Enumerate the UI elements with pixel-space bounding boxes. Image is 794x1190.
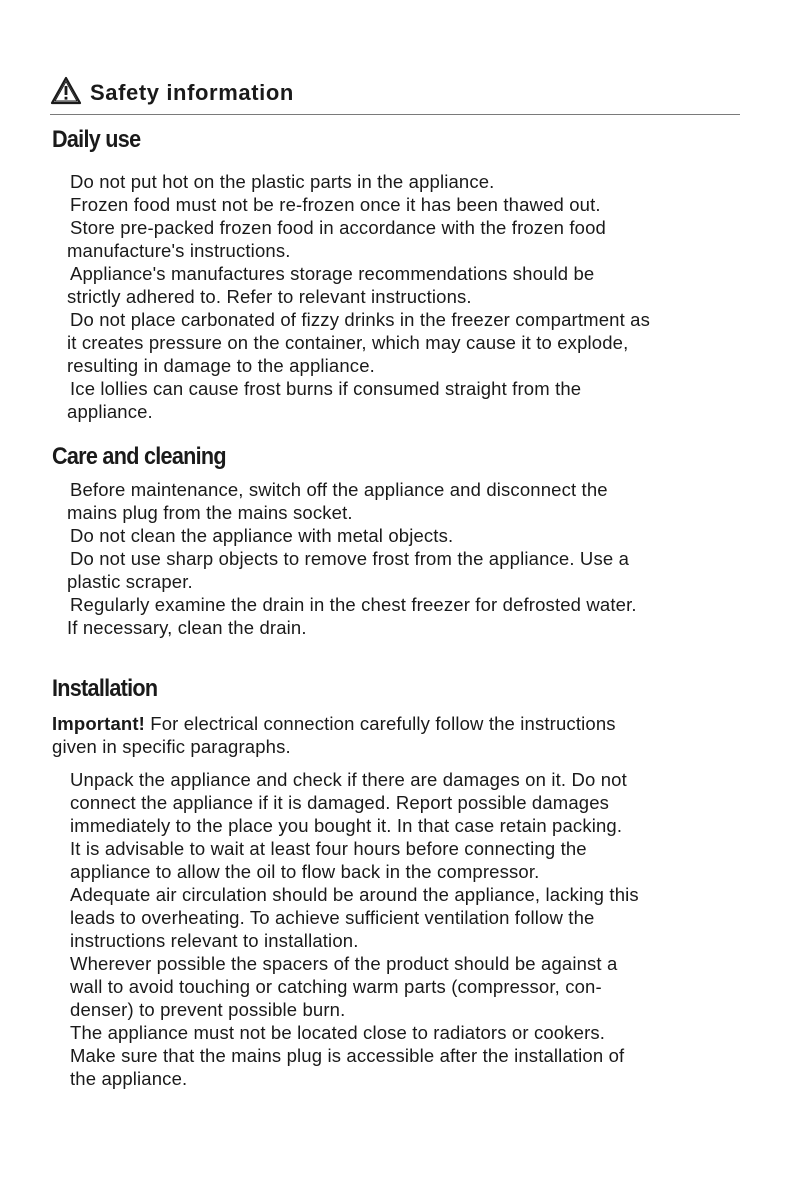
page-title: Safety information xyxy=(90,80,294,105)
list-item: Do not place carbonated of fizzy drinks in the freezer compartment as xyxy=(70,309,651,330)
section-heading-care-and-cleaning: Care and cleaning xyxy=(52,443,226,470)
list-item: Appliance's manufactures storage recommendations should be xyxy=(70,263,595,284)
list-item: strictly adhered to. Refer to relevant instructions. xyxy=(67,286,472,307)
list-item: Unpack the appliance and check if there are damages on it. Do not xyxy=(70,769,627,790)
page-header xyxy=(50,72,740,115)
list-item: Adequate air circulation should be around the appliance, lacking this xyxy=(70,884,639,905)
list-item: Wherever possible the spacers of the product should be against a xyxy=(70,953,618,974)
list-item: instructions relevant to installation. xyxy=(70,930,359,951)
list-item: It is advisable to wait at least four hours before connecting the xyxy=(70,838,587,859)
list-item: resulting in damage to the appliance. xyxy=(67,355,375,376)
list-item: Store pre-packed frozen food in accordance with the frozen food xyxy=(70,217,606,238)
list-item: The appliance must not be located close to radiators or cookers. xyxy=(70,1022,606,1043)
list-item: appliance. xyxy=(67,401,153,422)
list-item: Frozen food must not be re-frozen once it has been thawed out. xyxy=(70,194,601,215)
list-item: immediately to the place you bought it. In that case retain packing. xyxy=(70,815,623,836)
section-heading-installation: Installation xyxy=(52,675,158,702)
list-item: If necessary, clean the drain. xyxy=(67,617,307,638)
list-item: appliance to allow the oil to flow back in the compressor. xyxy=(70,861,540,882)
list-item: manufacture's instructions. xyxy=(67,240,291,261)
important-note xyxy=(52,712,616,735)
list-item: Do not use sharp objects to remove frost from the appliance. Use a xyxy=(70,548,630,569)
list-item: it creates pressure on the container, which may cause it to explode, xyxy=(67,332,629,353)
list-item: wall to avoid touching or catching warm parts (compressor, con- xyxy=(70,976,602,997)
warning-triangle-icon xyxy=(50,76,82,106)
section-heading-daily-use: Daily use xyxy=(52,126,141,153)
important-note-continued: given in specific paragraphs. xyxy=(52,736,291,757)
important-label: Important! xyxy=(52,713,145,734)
list-item: mains plug from the mains socket. xyxy=(67,502,353,523)
list-item: Make sure that the mains plug is accessible after the installation of xyxy=(70,1045,625,1066)
list-item: Do not clean the appliance with metal objects. xyxy=(70,525,454,546)
list-item: plastic scraper. xyxy=(67,571,193,592)
list-item: Before maintenance, switch off the appliance and disconnect the xyxy=(70,479,608,500)
list-item: connect the appliance if it is damaged. Report possible damages xyxy=(70,792,610,813)
list-item: Ice lollies can cause frost burns if consumed straight from the xyxy=(70,378,582,399)
list-item: the appliance. xyxy=(70,1068,188,1089)
list-item: Regularly examine the drain in the chest freezer for defrosted water. xyxy=(70,594,637,615)
list-item: denser) to prevent possible burn. xyxy=(70,999,346,1020)
important-text: For electrical connection carefully follow the instructions xyxy=(150,713,616,734)
list-item: Do not put hot on the plastic parts in the appliance. xyxy=(70,171,495,192)
list-item: leads to overheating. To achieve sufficient ventilation follow the xyxy=(70,907,595,928)
